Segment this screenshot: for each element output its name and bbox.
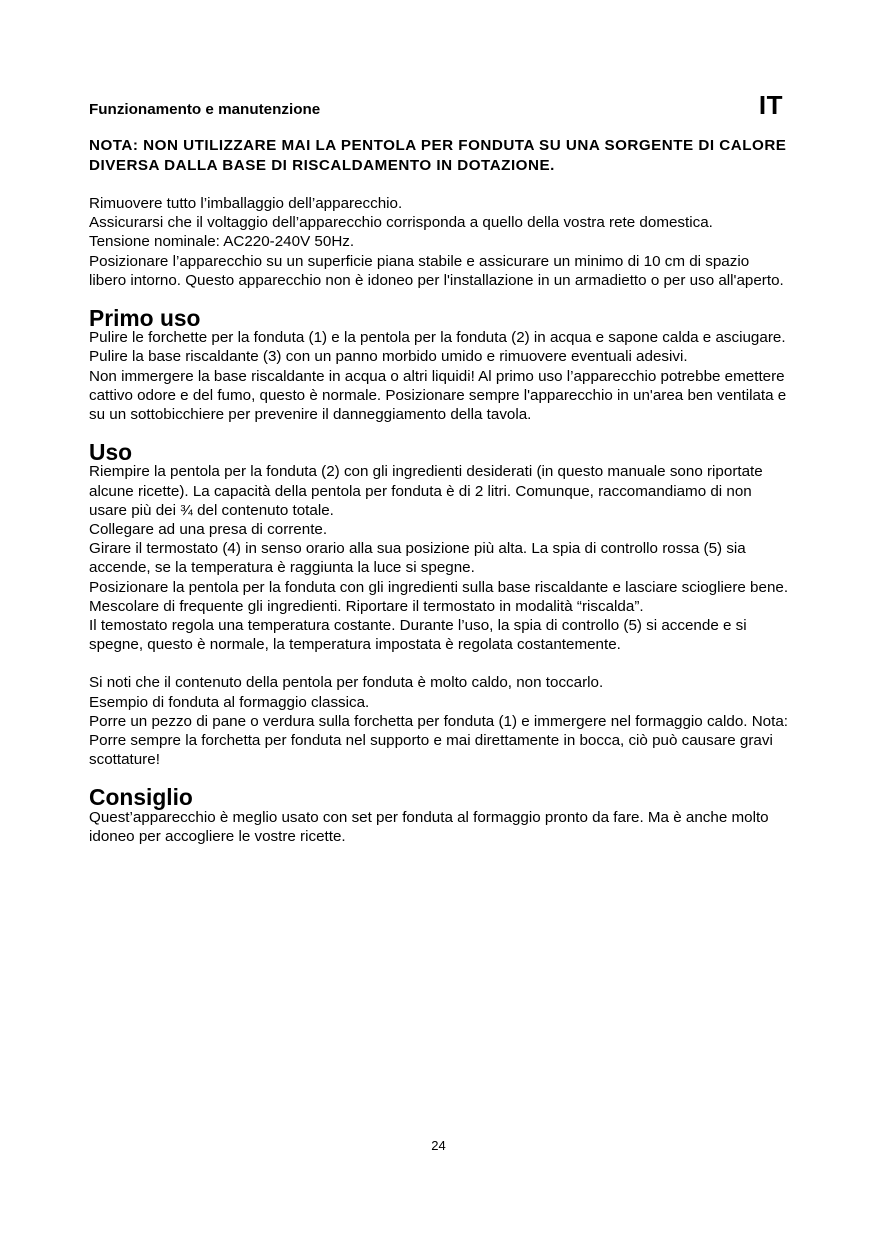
- intro-line: Posizionare l’apparecchio su un superficie piana stabile e assicurare un minimo di 10 cm di spazio libero intorno. Questo apparecchio non è idoneo per l'installazione in un armadietto o per uso all'aperto.: [89, 252, 784, 289]
- safety-notes-section: [89, 673, 789, 769]
- uso-line: Collegare ad una presa di corrente.: [89, 521, 328, 539]
- section-heading-uso: Uso: [89, 439, 133, 466]
- uso-section: [89, 439, 789, 654]
- intro-line: Tensione nominale: AC220-240V 50Hz.: [89, 233, 355, 251]
- primo-uso-line: Non immergere la base riscaldante in acqua o altri liquidi! Al primo uso l’apparecchio potrebbe emettere cattivo odore e del fumo, questo è normale. Posizionare sempre l'apparecchio in un'area ben ventilata e su un sottobicchiere per prevenire il danneggiamento della tavola.: [89, 367, 787, 424]
- uso-line: Riempire la pentola per la fonduta (2) con gli ingredienti desiderati (in questo manuale sono riportate alcune ricette). La capacità della pentola per fonduta è di 2 litri. Comunque, raccomandiamo di non usare più dei ¾ del contenuto totale.: [89, 463, 763, 519]
- spacer: [89, 769, 789, 788]
- section-heading-consiglio: Consiglio: [89, 784, 193, 811]
- page-title: Funzionamento e manutenzione: [89, 101, 321, 118]
- spacer: [89, 175, 789, 194]
- safety-note-line: Esempio di fonduta al formaggio classica.: [89, 693, 370, 711]
- section-heading-primo-uso: Primo uso: [89, 305, 201, 332]
- primo-uso-line: Pulire la base riscaldante (3) con un panno morbido umido e rimuovere eventuali adesivi.: [89, 348, 688, 366]
- page-content: [89, 100, 789, 846]
- primo-uso-section: [89, 305, 789, 424]
- intro-line: Rimuovere tutto l’imballaggio dell’apparecchio.: [89, 195, 403, 212]
- spacer: [89, 654, 789, 673]
- language-code: IT: [758, 90, 783, 120]
- consiglio-section: [89, 784, 789, 846]
- warning-note: NOTA: NON UTILIZZARE MAI LA PENTOLA PER FONDUTA SU UNA SORGENTE DI CALORE DIVERSA DALLA BASE DI RISCALDAMENTO IN DOTAZIONE.: [89, 137, 787, 174]
- uso-line: Posizionare la pentola per la fonduta con gli ingredienti sulla base riscaldante e lasciare sciogliere bene. Mescolare di frequente gli ingredienti. Riportare il termostato in modalità “riscalda”.: [89, 578, 789, 615]
- intro-line: Assicurarsi che il voltaggio dell’apparecchio corrisponda a quello della vostra rete domestica.: [89, 214, 713, 232]
- spacer: [89, 424, 789, 443]
- page-number: 24: [431, 1138, 446, 1153]
- intro-section: [89, 194, 789, 290]
- uso-line: Girare il termostato (4) in senso orario alla sua posizione più alta. La spia di controllo rossa (5) sia accende, se la temperatura è raggiunta la luce si spegne.: [89, 540, 746, 577]
- safety-note-line: Porre un pezzo di pane o verdura sulla forchetta per fonduta (1) e immergere nel formaggio caldo. Nota: Porre sempre la forchetta per fonduta nel supporto e mai direttamente in bocca, ciò può causare gravi scottature!: [89, 712, 789, 769]
- consiglio-line: Quest’apparecchio è meglio usato con set per fonduta al formaggio pronto da fare. Ma è anche molto idoneo per accogliere le vostre ricette.: [89, 808, 769, 845]
- uso-line: Il temostato regola una temperatura costante. Durante l’uso, la spia di controllo (5) si accende e si spegne, questo è normale, la temperatura impostata è regolata costantemente.: [89, 617, 747, 654]
- primo-uso-line: Pulire le forchette per la fonduta (1) e la pentola per la fonduta (2) in acqua e sapone calda e asciugare.: [89, 329, 786, 347]
- safety-note-line: Si noti che il contenuto della pentola per fonduta è molto caldo, non toccarlo.: [89, 674, 604, 692]
